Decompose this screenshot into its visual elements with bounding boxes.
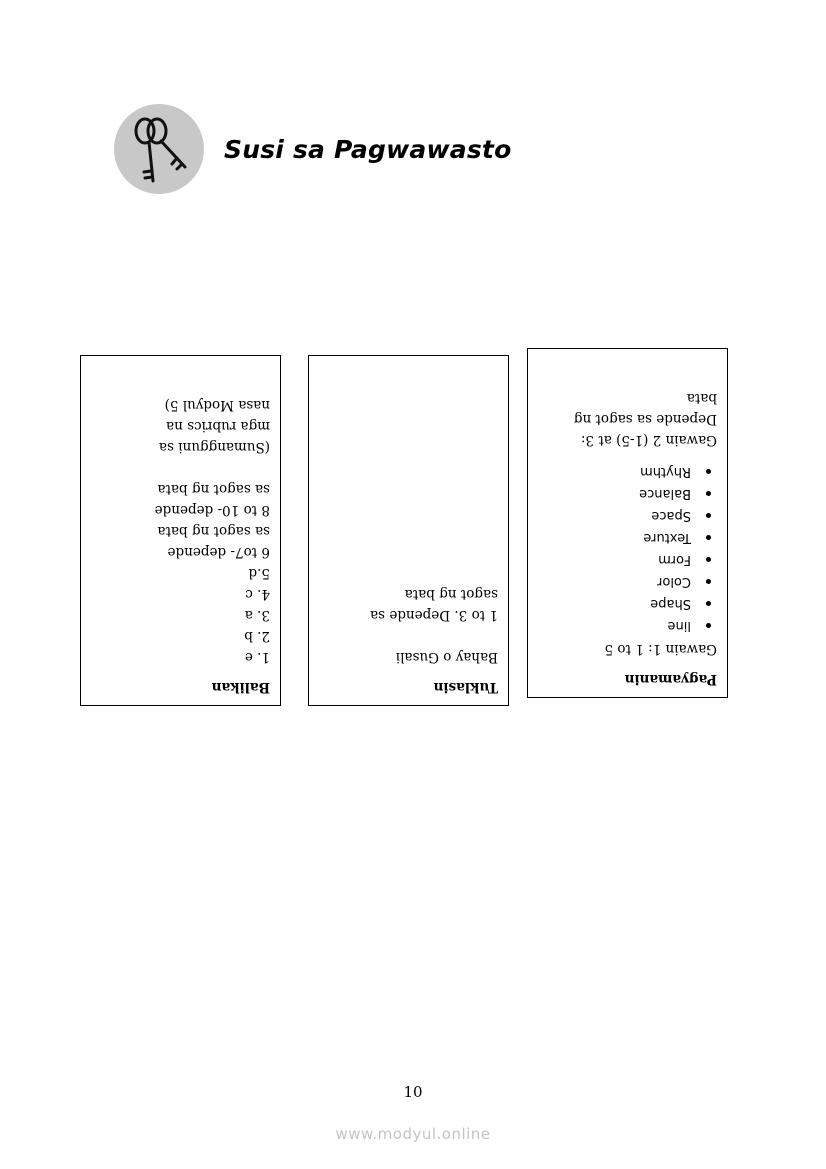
answer-line: Bahay o Gusali <box>395 649 498 665</box>
bullet-list <box>534 460 717 636</box>
answer-line: sa sagot ng bata <box>157 523 270 539</box>
answer-line: 8 to 10- depende <box>154 502 270 518</box>
answer-line: 2. b <box>244 628 270 644</box>
list-item: Texture <box>534 526 717 548</box>
answer-line: nasa Modyul 5) <box>164 397 270 413</box>
answer-line: 1. e <box>244 649 270 665</box>
list-item: Space <box>534 504 717 526</box>
list-item: Color <box>534 570 717 592</box>
page-number: 10 <box>403 1083 423 1101</box>
list-item: Balance <box>534 482 717 504</box>
answer-line: 3. a <box>244 607 270 623</box>
header-icon <box>113 103 205 195</box>
box-title: Tuklasin <box>433 679 498 695</box>
list-item: Rhythm <box>534 460 717 482</box>
answer-box-pagyamanin <box>527 348 728 698</box>
answer-line <box>315 625 498 646</box>
keys-icon <box>113 103 205 195</box>
answer-line: Gawain 2 (1-5) at 3: <box>580 432 717 448</box>
answer-line: Depende sa sagot ng <box>573 411 717 427</box>
answer-line: sagot ng bata <box>404 586 498 602</box>
page-title: Susi sa Pagwawasto <box>224 135 512 164</box>
box-title: Balikan <box>211 679 270 695</box>
answer-line: bata <box>686 390 717 406</box>
answer-line: 6 to7- depende <box>167 544 270 560</box>
answer-line: (Sumangguni sa <box>158 439 270 455</box>
watermark: www.modyul.online <box>335 1125 491 1143</box>
answer-box-balikan <box>80 355 281 706</box>
answer-line <box>87 457 270 478</box>
answer-line: 5.d <box>248 565 270 581</box>
list-item: Shape <box>534 592 717 614</box>
answer-box-tuklasin <box>308 355 509 706</box>
answer-line: Gawain 1: 1 to 5 <box>604 641 717 657</box>
answer-line: 1 to 3. Depende sa <box>370 607 498 623</box>
answer-line: mga rubrics na <box>166 418 270 434</box>
box-title: Pagyamanin <box>624 671 717 687</box>
list-item: line <box>534 614 717 636</box>
answer-line: 4. c <box>245 586 270 602</box>
list-item: Form <box>534 548 717 570</box>
answer-line: sa sagot ng bata <box>157 481 270 497</box>
